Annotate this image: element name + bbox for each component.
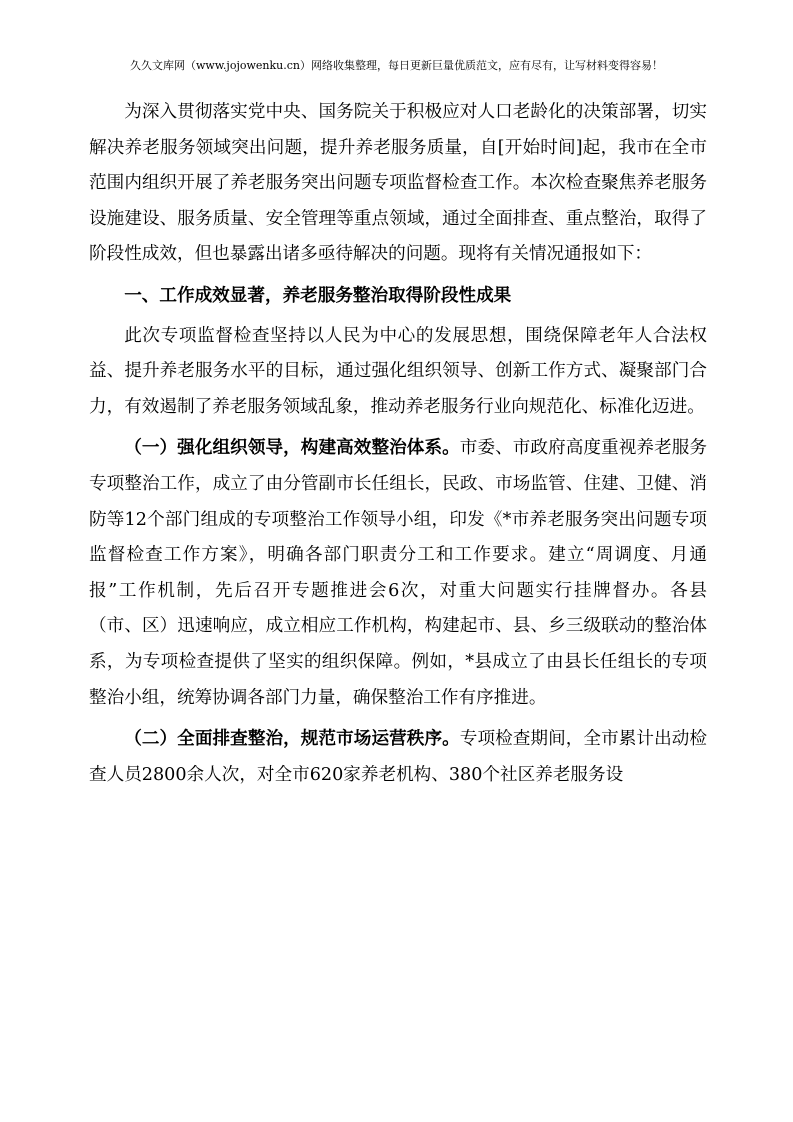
item-1-lead: （一）强化组织领导，构建高效整治体系。 <box>124 437 460 459</box>
section-heading-1: 一、工作成效显著，养老服务整治取得阶段性成果 <box>124 284 512 306</box>
intro-paragraph: 为深入贯彻落实党中央、国务院关于积极应对人口老龄化的决策部署，切实解决养老服务领域突出问题，提升养老服务质量，自[开始时间]起，我市在全市范围内组织开展了养老服务突出问题专项监督检查工作。本次检查聚焦养老服务设施建设、服务质量、安全管理等重点领域，通过全面排查、重点整治，取得了阶段性成效，但也暴露出诸多亟待解决的问题。现将有关情况通报如下： <box>89 102 707 265</box>
item-2-lead: （二）全面排查整治，规范市场运营秩序。 <box>124 728 460 750</box>
item-1-paragraph <box>89 430 707 716</box>
document-body <box>89 95 707 798</box>
header-text: 久久文库网（www.jojowenku.cn）网络收集整理，每日更新巨量优质范文，应有尽有，让写材料变得容易！ <box>129 59 663 72</box>
item-2-text: 专项检查期间，全市累计出动检查人员2800余人次，对全市620家养老机构、380个社区养老服务设 <box>89 729 707 785</box>
page-header <box>0 58 793 74</box>
section-1-paragraph: 此次专项监督检查坚持以人民为中心的发展思想，围绕保障老年人合法权益、提升养老服务水平的目标，通过强化组织领导、创新工作方式、凝聚部门合力，有效遏制了养老服务领域乱象，推动养老服务行业向规范化、标准化迈进。 <box>89 325 707 417</box>
item-2-paragraph <box>89 721 707 793</box>
item-1-text: 市委、市政府高度重视养老服务专项整治工作，成立了由分管副市长任组长，民政、市场监管、住建、卫健、消防等12个部门组成的专项整治工作领导小组，印发《*市养老服务突出问题专项监督检查工作方案》，明确各部门职责分工和工作要求。建立“周调度、月通报”工作机制，先后召开专题推进会6次，对重大问题实行挂牌督办。各县（市、区）迅速响应，成立相应工作机构，构建起市、县、乡三级联动的整治体系，为专项检查提供了坚实的组织保障。例如，*县成立了由县长任组长的专项整治小组，统筹协调各部门力量，确保整治工作有序推进。 <box>89 438 707 708</box>
